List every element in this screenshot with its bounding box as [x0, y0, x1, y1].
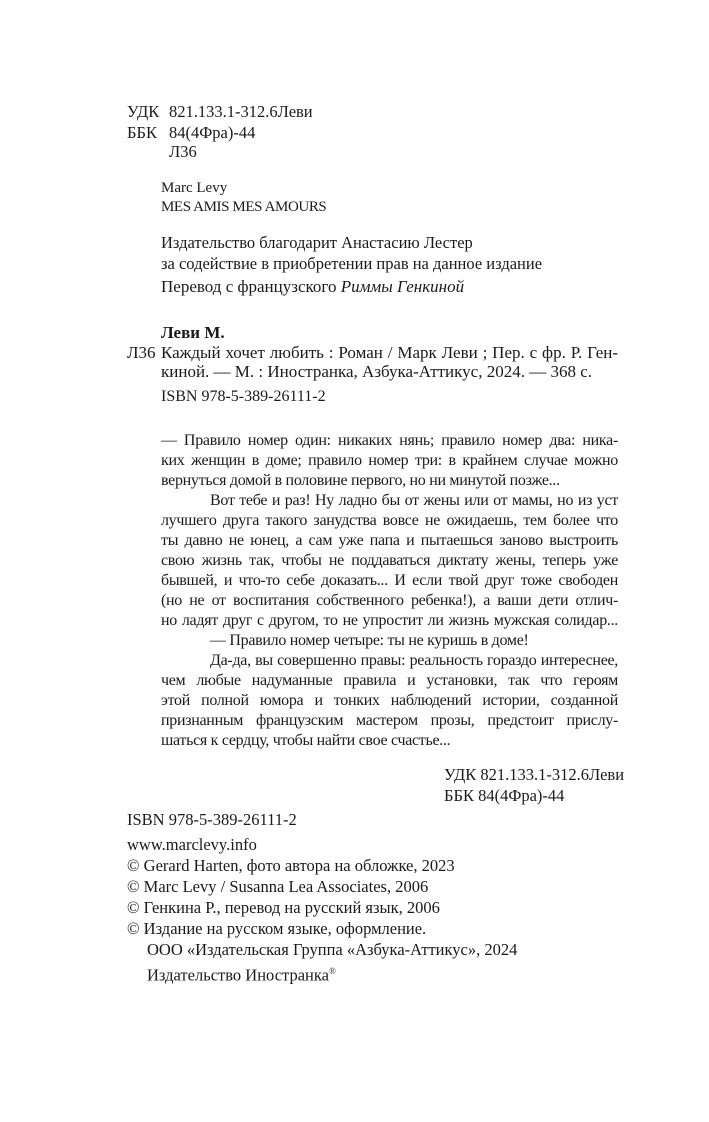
bib-line: киной. — М. : Иностранка, Азбука-Аттикус, 2024. — 368 с. [161, 362, 593, 381]
annotation-line: лучшего друга такого занудства вовсе не ожидаешь, тем более что [161, 512, 618, 529]
author-heading: Леви М. [161, 323, 225, 342]
annotation-line: этой полной юмора и тонких наблюдений истории, созданной [161, 692, 618, 709]
annotation-line: но ладят друг с другом, то не упростит ли жизнь мужская солидар... [161, 612, 618, 629]
bottom-udk: УДК 821.133.1-312.6Леви [444, 765, 625, 784]
bottom-isbn: ISBN 978-5-389-26111-2 [127, 810, 297, 829]
annotation-line: признанным французским мастером прозы, предстоит прислу- [161, 712, 618, 729]
registered-mark: ® [328, 966, 336, 976]
copyright-line: © Генкина Р., перевод на русский язык, 2006 [127, 898, 440, 917]
annotation-line: (но не от воспитания собственного ребенка!), а ваши дети отлич- [161, 592, 618, 609]
copyright-line: ООО «Издательская Группа «Азбука-Аттикус», 2024 [147, 940, 518, 959]
annotation-line: — Правило номер один: никаких нянь; правило номер два: ника- [161, 432, 618, 449]
annotation-line: бывшей, и что-то себе доказать... И если твой друг тоже свободен [161, 572, 618, 589]
bbk-label: ББК [127, 123, 157, 142]
bottom-bbk: ББК 84(4Фра)-44 [444, 786, 565, 805]
bbk-value: 84(4Фра)-44 [169, 123, 256, 142]
annotation-line: шаться к сердцу, чтобы найти свое счастье... [161, 732, 451, 749]
original-author: Marc Levy [161, 180, 228, 196]
publisher-line [147, 961, 336, 985]
copyright-line: © Gerard Harten, фото автора на обложке, 2023 [127, 856, 455, 875]
annotation-line: ких женщин в доме; правило номер три: в крайнем случае можно [161, 452, 618, 469]
website-link: www.marclevy.info [127, 835, 257, 854]
annotation-line: Вот тебе и раз! Ну ладно бы от жены или от мамы, но из уст [210, 492, 618, 509]
annotation-line: свою жизнь так, чтобы не поддаваться диктату жены, теперь уже [161, 552, 618, 569]
bib-isbn: ISBN 978-5-389-26111-2 [161, 388, 326, 405]
annotation-line: вернуться домой в половине первого, но ни минутой позже... [161, 472, 560, 489]
translator-name: Риммы Генкиной [340, 277, 465, 296]
annotation-line: Да-да, вы совершенно правы: реальность гораздо интереснее, [210, 652, 618, 669]
bib-mark: Л36 [127, 343, 156, 362]
annotation-line: — Правило номер четыре: ты не куришь в доме! [210, 632, 529, 649]
copyright-line: © Marc Levy / Susanna Lea Associates, 2006 [127, 877, 429, 896]
translation-credit [161, 277, 464, 297]
copyright-line: © Издание на русском языке, оформление. [127, 919, 427, 938]
annotation-line: чем любые надуманные правила и установки, так что героям [161, 672, 618, 689]
udk-label: УДК [127, 102, 160, 121]
acknowledgement-line: за содействие в приобретении прав на данное издание [161, 254, 543, 273]
author-mark: Л36 [169, 142, 197, 161]
original-title: MES AMIS MES AMOURS [161, 199, 327, 215]
publisher-name: Издательство Иностранка [147, 965, 329, 985]
bib-line: Каждый хочет любить : Роман / Марк Леви ; Пер. с фр. Р. Ген- [161, 343, 618, 362]
udk-value: 821.133.1-312.6Леви [169, 102, 313, 121]
translation-prefix: Перевод с французского [161, 277, 337, 296]
annotation-line: ты давно не юнец, а сам уже папа и пытаешься заново выстроить [161, 532, 618, 549]
acknowledgement-line: Издательство благодарит Анастасию Лестер [161, 233, 473, 252]
